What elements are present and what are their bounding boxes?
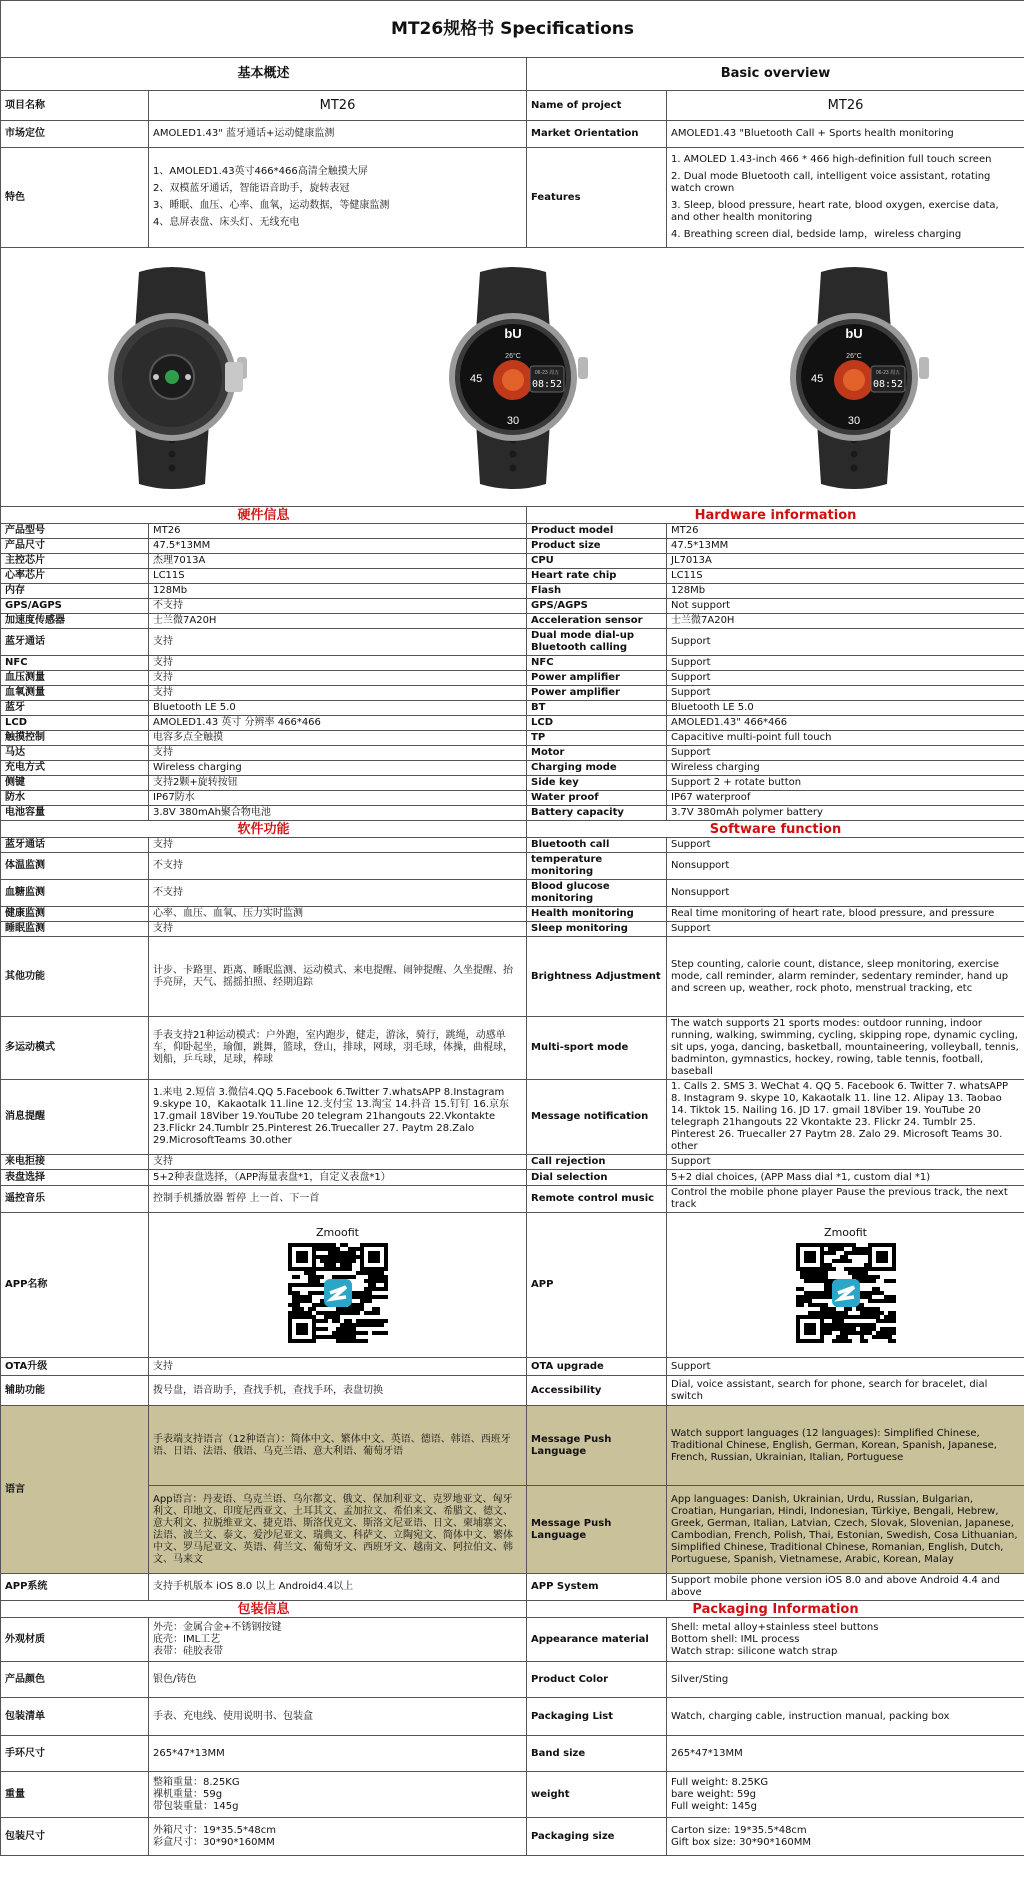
label-cn: 多运动模式 — [1, 1017, 149, 1080]
value-cn: 47.5*13MM — [149, 539, 527, 554]
table-row — [1, 629, 1024, 656]
text-line: 裸机重量：59g — [153, 1788, 223, 1800]
label-en: APP — [527, 1213, 667, 1358]
text-line: 彩盒尺寸：30*90*160MM — [153, 1836, 275, 1848]
value-cn: 手表端支持语言（12种语言）：简体中文、繁体中文、英语、德语、韩语、西班牙语、日语、法语、俄语、乌克兰语、意大利语、葡萄牙语 — [149, 1406, 527, 1486]
value-cn: 3.8V 380mAh聚合物电池 — [149, 806, 527, 821]
label-cn: 睡眠监测 — [1, 922, 149, 937]
value-en — [667, 1698, 1024, 1736]
app-name: Zmoofit — [316, 1226, 359, 1239]
value-en: Support — [667, 838, 1024, 853]
table-row — [1, 791, 1024, 806]
value-cn: Bluetooth LE 5.0 — [149, 701, 527, 716]
value-en: Watch support languages (12 languages): Simplified Chinese, Traditional Chinese, English, German, Korean, Spanish, Japanese, French, Russian, Ukrainian, Italian, Portuguese — [667, 1406, 1024, 1486]
table-row — [1, 907, 1024, 922]
table-row — [1, 121, 1024, 148]
label-cn: 来电拒接 — [1, 1155, 149, 1170]
table-row — [1, 656, 1024, 671]
svg-text:26°C: 26°C — [845, 353, 862, 360]
value-cn — [149, 1736, 527, 1772]
overview-heading-cn: 基本概述 — [1, 58, 527, 91]
label-cn: 加速度传感器 — [1, 614, 149, 629]
value-cn: 拨号盘，语音助手，查找手机，查找手环，表盘切换 — [149, 1376, 527, 1406]
text-line: 手表、充电线、使用说明书、包装盒 — [153, 1710, 313, 1722]
overview-heading-en: Basic overview — [527, 58, 1024, 91]
value-en: Wireless charging — [667, 761, 1024, 776]
value-en: AMOLED1.43" 466*466 — [667, 716, 1024, 731]
text-line: 外箱尺寸：19*35.5*48cm — [153, 1824, 276, 1836]
value-en: Real time monitoring of heart rate, blood pressure, and pressure — [667, 907, 1024, 922]
value-cn: AMOLED1.43" 蓝牙通话+运动健康监测 — [149, 121, 527, 148]
label-cn: 主控芯片 — [1, 554, 149, 569]
label-cn: 项目名称 — [1, 91, 149, 121]
value-en: 3.7V 380mAh polymer battery — [667, 806, 1024, 821]
text-line: 银色/铸色 — [153, 1673, 197, 1685]
value-en: MT26 — [667, 524, 1024, 539]
text-line: 4、息屏表盘、床头灯、无线充电 — [153, 217, 300, 228]
text-line: Carton size: 19*35.5*48cm — [671, 1824, 807, 1836]
table-row — [1, 1601, 1024, 1618]
value-cn — [149, 1818, 527, 1856]
text-line: Full weight: 145g — [671, 1800, 757, 1812]
value-cn: 士兰微7A20H — [149, 614, 527, 629]
table-row — [1, 1155, 1024, 1170]
value-cn: 手表支持21种运动模式：户外跑，室内跑步，健走，游泳，骑行，跳绳，动感单车，仰卧起坐，瑜伽，跳舞，篮球，登山，排球，网球，羽毛球，体操，曲棍球，划船，乒乓球，足球，棒球 — [149, 1017, 527, 1080]
value-cn: 心率、血压、血氧、压力实时监测 — [149, 907, 527, 922]
value-en: MT26 — [667, 91, 1024, 121]
value-cn: AMOLED1.43 英寸 分辨率 466*466 — [149, 716, 527, 731]
label-en: Product size — [527, 539, 667, 554]
value-en: 士兰微7A20H — [667, 614, 1024, 629]
value-cn — [149, 1662, 527, 1698]
watch-front-image — [418, 262, 608, 492]
value-cn — [149, 1772, 527, 1818]
label-en: Power amplifier — [527, 686, 667, 701]
label-cn: 手环尺寸 — [1, 1736, 149, 1772]
label-en: BT — [527, 701, 667, 716]
label-en: Motor — [527, 746, 667, 761]
table-row — [1, 806, 1024, 821]
table-row — [1, 1213, 1024, 1358]
value-en: 128Mb — [667, 584, 1024, 599]
value-cn — [149, 1618, 527, 1662]
value-en: Capacitive multi-point full touch — [667, 731, 1024, 746]
label-cn: 防水 — [1, 791, 149, 806]
label-cn: 充电方式 — [1, 761, 149, 776]
label-cn: 其他功能 — [1, 937, 149, 1017]
value-en: LC11S — [667, 569, 1024, 584]
svg-text:08:52: 08:52 — [531, 379, 562, 390]
value-en: Not support — [667, 599, 1024, 614]
label-cn: 侧键 — [1, 776, 149, 791]
label-en: Features — [527, 148, 667, 248]
table-row — [1, 922, 1024, 937]
label-cn: 健康监测 — [1, 907, 149, 922]
table-row — [1, 746, 1024, 761]
label-en: Battery capacity — [527, 806, 667, 821]
table-row — [1, 1772, 1024, 1818]
value-en: Support — [667, 746, 1024, 761]
label-en: Water proof — [527, 791, 667, 806]
label-en: Packaging List — [527, 1698, 667, 1736]
text-line: 外壳：金属合金+不锈钢按键 — [153, 1621, 282, 1633]
table-row — [1, 569, 1024, 584]
label-en: Health monitoring — [527, 907, 667, 922]
label-en: Name of project — [527, 91, 667, 121]
text-line: 1. AMOLED 1.43-inch 466 * 466 high-definition full touch screen — [671, 154, 992, 165]
section-title-cn: 软件功能 — [1, 821, 527, 838]
section-title-cn: 硬件信息 — [1, 507, 527, 524]
svg-text:45: 45 — [810, 373, 823, 385]
label-en: Appearance material — [527, 1618, 667, 1662]
label-cn: 特色 — [1, 148, 149, 248]
value-cn: IP67防水 — [149, 791, 527, 806]
table-row — [1, 1574, 1024, 1601]
value-cn: 支持 — [149, 671, 527, 686]
text-line: Silver/Sting — [671, 1673, 729, 1685]
value-cn: 支持 — [149, 1155, 527, 1170]
label-en: Dial selection — [527, 1170, 667, 1186]
text-line: 表带：硅胶表带 — [153, 1645, 223, 1657]
value-cn: 支持手机版本 iOS 8.0 以上 Android4.4以上 — [149, 1574, 527, 1601]
label-cn: APP名称 — [1, 1213, 149, 1358]
label-cn: 蓝牙通话 — [1, 838, 149, 853]
value-cn: 支持 — [149, 686, 527, 701]
label-cn: GPS/AGPS — [1, 599, 149, 614]
label-cn: 遥控音乐 — [1, 1186, 149, 1213]
label-cn: LCD — [1, 716, 149, 731]
label-cn: 重量 — [1, 1772, 149, 1818]
table-row — [1, 599, 1024, 614]
value-en: Support — [667, 922, 1024, 937]
table-row — [1, 524, 1024, 539]
value-cn: LC11S — [149, 569, 527, 584]
text-line: 底壳：IML工艺 — [153, 1633, 221, 1645]
label-en: Message notification — [527, 1080, 667, 1155]
value-cn: 128Mb — [149, 584, 527, 599]
label-en: Heart rate chip — [527, 569, 667, 584]
table-row — [1, 853, 1024, 880]
table-row — [1, 248, 1024, 507]
svg-text:30: 30 — [847, 415, 860, 427]
section-title-en: Hardware information — [527, 507, 1024, 524]
value-en: 5+2 dial choices, (APP Mass dial *1, custom dial *1) — [667, 1170, 1024, 1186]
label-cn: 语言 — [1, 1406, 149, 1574]
label-en: Multi-sport mode — [527, 1017, 667, 1080]
text-line: 1、AMOLED1.43英寸466*466高清全触摸大屏 — [153, 166, 368, 177]
table-row — [1, 1186, 1024, 1213]
table-row — [1, 880, 1024, 907]
label-en: Dual mode dial-up Bluetooth calling — [527, 629, 667, 656]
table-row — [1, 507, 1024, 524]
table-row — [1, 1736, 1024, 1772]
label-en: Remote control music — [527, 1186, 667, 1213]
value-en: Control the mobile phone player Pause the previous track, the next track — [667, 1186, 1024, 1213]
value-cn: 不支持 — [149, 599, 527, 614]
label-en: Product model — [527, 524, 667, 539]
value-en: Support — [667, 671, 1024, 686]
label-cn: 心率芯片 — [1, 569, 149, 584]
label-cn: 电池容量 — [1, 806, 149, 821]
label-en: OTA upgrade — [527, 1358, 667, 1376]
qr-cell-en — [667, 1213, 1024, 1358]
table-row — [1, 554, 1024, 569]
text-line: 265*47*13MM — [153, 1747, 225, 1759]
label-cn: 外观材质 — [1, 1618, 149, 1662]
label-en: Call rejection — [527, 1155, 667, 1170]
table-row — [1, 937, 1024, 1017]
label-en: weight — [527, 1772, 667, 1818]
label-en: Flash — [527, 584, 667, 599]
qr-code-icon — [288, 1243, 388, 1343]
label-cn: NFC — [1, 656, 149, 671]
label-en: Message Push Language — [527, 1406, 667, 1486]
value-cn: 杰理7013A — [149, 554, 527, 569]
features-cn — [149, 148, 527, 248]
value-cn: 支持2颗+旋转按钮 — [149, 776, 527, 791]
value-cn: 支持 — [149, 629, 527, 656]
value-en: IP67 waterproof — [667, 791, 1024, 806]
table-row — [1, 148, 1024, 248]
text-line: Shell: metal alloy+stainless steel buttons — [671, 1621, 879, 1633]
section-title-en: Packaging Information — [527, 1601, 1024, 1618]
table-row — [1, 686, 1024, 701]
label-cn: 内存 — [1, 584, 149, 599]
value-en: AMOLED1.43 "Bluetooth Call + Sports health monitoring — [667, 121, 1024, 148]
value-cn: Wireless charging — [149, 761, 527, 776]
value-cn: 支持 — [149, 746, 527, 761]
value-en — [667, 1662, 1024, 1698]
qr-cell-cn — [149, 1213, 527, 1358]
text-line: 整箱重量：8.25KG — [153, 1776, 240, 1788]
value-cn: MT26 — [149, 524, 527, 539]
qr-code-icon — [796, 1243, 896, 1343]
value-en: Nonsupport — [667, 853, 1024, 880]
watch-back-image — [77, 262, 267, 492]
value-en: Dial, voice assistant, search for phone, search for bracelet, dial switch — [667, 1376, 1024, 1406]
label-cn: 血氧测量 — [1, 686, 149, 701]
label-cn: 产品尺寸 — [1, 539, 149, 554]
label-en: temperature monitoring — [527, 853, 667, 880]
table-row — [1, 731, 1024, 746]
label-en: Accessibility — [527, 1376, 667, 1406]
value-cn: MT26 — [149, 91, 527, 121]
table-row — [1, 716, 1024, 731]
label-cn: OTA升级 — [1, 1358, 149, 1376]
label-cn: 体温监测 — [1, 853, 149, 880]
text-line: 265*47*13MM — [671, 1747, 743, 1759]
section-title-en: Software function — [527, 821, 1024, 838]
text-line: Full weight: 8.25KG — [671, 1776, 769, 1788]
label-cn: 消息提醒 — [1, 1080, 149, 1155]
label-cn: 市场定位 — [1, 121, 149, 148]
section-title-cn: 包装信息 — [1, 1601, 527, 1618]
table-row — [1, 701, 1024, 716]
table-row — [1, 1017, 1024, 1080]
value-en: Bluetooth LE 5.0 — [667, 701, 1024, 716]
text-line: 带包装重量：145g — [153, 1800, 239, 1812]
value-en: 1. Calls 2. SMS 3. WeChat 4. QQ 5. Facebook 6. Twitter 7. whatsAPP 8. Instagram 9. skype 10, Kakaotalk 11. line 12. Alipay 13. Taobao 14. Tiktok 15. Nailing 16. JD 17. gmail 18Viber 19. YouTube 20 telegraph 21hangouts 22 Vkontakte 23. Flickr 24. Tumblr 25. Pinterest 26. Truecaller 27 Paytm 28. Zalo 29. Microsoft Teams 30. other — [667, 1080, 1024, 1155]
label-cn: 包装清单 — [1, 1698, 149, 1736]
label-en: Charging mode — [527, 761, 667, 776]
svg-text:30: 30 — [506, 415, 519, 427]
value-cn: 不支持 — [149, 880, 527, 907]
label-en: LCD — [527, 716, 667, 731]
label-cn: 表盘选择 — [1, 1170, 149, 1186]
value-en: Nonsupport — [667, 880, 1024, 907]
label-cn: 血糖监测 — [1, 880, 149, 907]
value-cn: 不支持 — [149, 853, 527, 880]
text-line: 3. Sleep, blood pressure, heart rate, blood oxygen, exercise data, and other health monitoring — [671, 200, 999, 223]
svg-text:bU: bU — [503, 326, 522, 341]
table-row — [1, 761, 1024, 776]
value-cn: App语言：丹麦语、乌克兰语、乌尔都文、俄文、保加利亚文、克罗地亚文、匈牙利文、印地文、印度尼西亚文、土耳其文、孟加拉文、希伯来文、希腊文、德文、意大利文、拉脱维亚文、捷克语、斯洛伐克文、斯洛文尼亚语、日文、柬埔寨文、法语、波兰文、泰文、爱沙尼亚文、瑞典文、科萨文、立陶宛文、简体中文、繁体中文、罗马尼亚文、英语、荷兰文、葡萄牙文、西班牙文、越南文、阿拉伯文、韩文、马来文 — [149, 1486, 527, 1574]
text-line: Watch strap: silicone watch strap — [671, 1645, 838, 1657]
label-en: Band size — [527, 1736, 667, 1772]
label-en: NFC — [527, 656, 667, 671]
label-en: Side key — [527, 776, 667, 791]
table-row — [1, 1376, 1024, 1406]
svg-text:26°C: 26°C — [504, 353, 521, 360]
table-row — [1, 1406, 1024, 1486]
value-en: Step counting, calorie count, distance, sleep monitoring, exercise mode, call reminder, alarm reminder, sedentary reminder, hand up and screen up, weather, rock photo, menstrual tracking, etc — [667, 937, 1024, 1017]
table-row — [1, 1662, 1024, 1698]
value-en: App languages: Danish, Ukrainian, Urdu, Russian, Bulgarian, Croatian, Hungarian, Hindi, Indonesian, Türkiye, Bengali, Hebrew, Greek, German, Italian, Latvian, Czech, Slovak, Slovenian, Japanese, Cambodian, French, Polish, Thai, Estonian, Swedish, Cosa Lithuanian, Simplified Chinese, Traditional Chinese, Romanian, English, Dutch, Portuguese, Spanish, Vietnamese, Arabic, Korean, Malay — [667, 1486, 1024, 1574]
table-row — [1, 1486, 1024, 1574]
svg-text:08:52: 08:52 — [872, 379, 903, 390]
value-cn: 1.来电 2.短信 3.微信4.QQ 5.Facebook 6.Twitter 7.whatsAPP 8.Instagram 9.skype 10，Kakaotalk 11.line 12.支付宝 13.淘宝 14.抖音 15.钉钉 16.京东 17.gmail 18Viber 19.YouTube 20 telegram 21hangouts 22.Vkontakte 23.Flickr 24.Tumblr 25.Pinterest 26.Truecaller 27. Paytm 28.Zalo 29.MicrosoftTeams 30.other — [149, 1080, 527, 1155]
label-en: Blood glucose monitoring — [527, 880, 667, 907]
table-row — [1, 1618, 1024, 1662]
svg-text:bU: bU — [844, 326, 863, 341]
table-row — [1, 584, 1024, 599]
value-cn — [149, 1698, 527, 1736]
value-en: Support — [667, 629, 1024, 656]
label-en: Brightness Adjustment — [527, 937, 667, 1017]
table-row — [1, 1358, 1024, 1376]
value-en: Support — [667, 1155, 1024, 1170]
value-cn: 控制手机播放器 暂停 上一首、下一首 — [149, 1186, 527, 1213]
label-en: Power amplifier — [527, 671, 667, 686]
table-row — [1, 838, 1024, 853]
value-cn: 支持 — [149, 838, 527, 853]
svg-text:45: 45 — [469, 373, 482, 385]
app-name: Zmoofit — [824, 1226, 867, 1239]
value-en — [667, 1818, 1024, 1856]
label-en: Acceleration sensor — [527, 614, 667, 629]
value-cn: 支持 — [149, 922, 527, 937]
photo-strip — [1, 248, 1024, 506]
value-cn: 支持 — [149, 1358, 527, 1376]
table-row — [1, 614, 1024, 629]
table-row — [1, 776, 1024, 791]
watch-front-image — [759, 262, 949, 492]
label-en: CPU — [527, 554, 667, 569]
text-line: Watch, charging cable, instruction manual, packing box — [671, 1710, 950, 1722]
value-en: JL7013A — [667, 554, 1024, 569]
table-row — [1, 821, 1024, 838]
value-en: Support — [667, 1358, 1024, 1376]
label-en: GPS/AGPS — [527, 599, 667, 614]
page-title: MT26规格书 Specifications — [1, 1, 1024, 58]
value-en — [667, 1772, 1024, 1818]
value-en — [667, 1736, 1024, 1772]
value-en: Support 2 + rotate button — [667, 776, 1024, 791]
value-en: Support mobile phone version iOS 8.0 and above Android 4.4 and above — [667, 1574, 1024, 1601]
table-row — [1, 1080, 1024, 1155]
label-en: TP — [527, 731, 667, 746]
svg-text:06-23 周五: 06-23 周五 — [875, 370, 900, 376]
table-row — [1, 1818, 1024, 1856]
label-en: Packaging size — [527, 1818, 667, 1856]
label-en: Market Orientation — [527, 121, 667, 148]
value-en: 47.5*13MM — [667, 539, 1024, 554]
product-photos — [1, 248, 1024, 507]
label-cn: 包装尺寸 — [1, 1818, 149, 1856]
table-row — [1, 91, 1024, 121]
text-line: bare weight: 59g — [671, 1788, 757, 1800]
label-en: Message Push Language — [527, 1486, 667, 1574]
value-cn: 电容多点全触摸 — [149, 731, 527, 746]
text-line: 2、双模蓝牙通话，智能语音助手，旋转表冠 — [153, 183, 350, 194]
value-en: Support — [667, 686, 1024, 701]
value-cn: 5+2种表盘选择，（APP海量表盘*1，自定义表盘*1） — [149, 1170, 527, 1186]
label-cn: 血压测量 — [1, 671, 149, 686]
text-line: Bottom shell: IML process — [671, 1633, 800, 1645]
label-cn: 马达 — [1, 746, 149, 761]
table-row — [1, 539, 1024, 554]
value-cn: 支持 — [149, 656, 527, 671]
value-en: Support — [667, 656, 1024, 671]
label-cn: 蓝牙 — [1, 701, 149, 716]
text-line: Gift box size: 30*90*160MM — [671, 1836, 811, 1848]
table-row — [1, 1170, 1024, 1186]
label-cn: 触摸控制 — [1, 731, 149, 746]
label-en: APP System — [527, 1574, 667, 1601]
label-cn: 产品型号 — [1, 524, 149, 539]
label-en: Sleep monitoring — [527, 922, 667, 937]
label-cn: 辅助功能 — [1, 1376, 149, 1406]
value-en — [667, 1618, 1024, 1662]
value-en: The watch supports 21 sports modes: outdoor running, indoor running, walking, swimming, cycling, skipping rope, dynamic cycling, sit ups, yoga, dancing, basketball, mountaineering, volleyball, tennis, badminton, gymnastics, hockey, rowing, table tennis, football, baseball — [667, 1017, 1024, 1080]
label-cn: 产品颜色 — [1, 1662, 149, 1698]
text-line: 3、睡眠、血压、心率、血氧，运动数据，等健康监测 — [153, 200, 390, 211]
table-row — [1, 1698, 1024, 1736]
features-en — [667, 148, 1024, 248]
table-row — [1, 671, 1024, 686]
label-cn: 蓝牙通话 — [1, 629, 149, 656]
text-line: 4. Breathing screen dial, bedside lamp，wireless charging — [671, 229, 962, 240]
label-cn: APP系统 — [1, 1574, 149, 1601]
text-line: 2. Dual mode Bluetooth call, intelligent voice assistant, rotating watch crown — [671, 171, 991, 194]
value-cn: 计步、卡路里、距离、睡眠监测、运动模式、来电提醒、闹钟提醒、久坐提醒、抬手亮屏，天气、摇摇拍照、经期追踪 — [149, 937, 527, 1017]
svg-text:06-23 周五: 06-23 周五 — [534, 370, 559, 376]
label-en: Bluetooth call — [527, 838, 667, 853]
label-en: Product Color — [527, 1662, 667, 1698]
